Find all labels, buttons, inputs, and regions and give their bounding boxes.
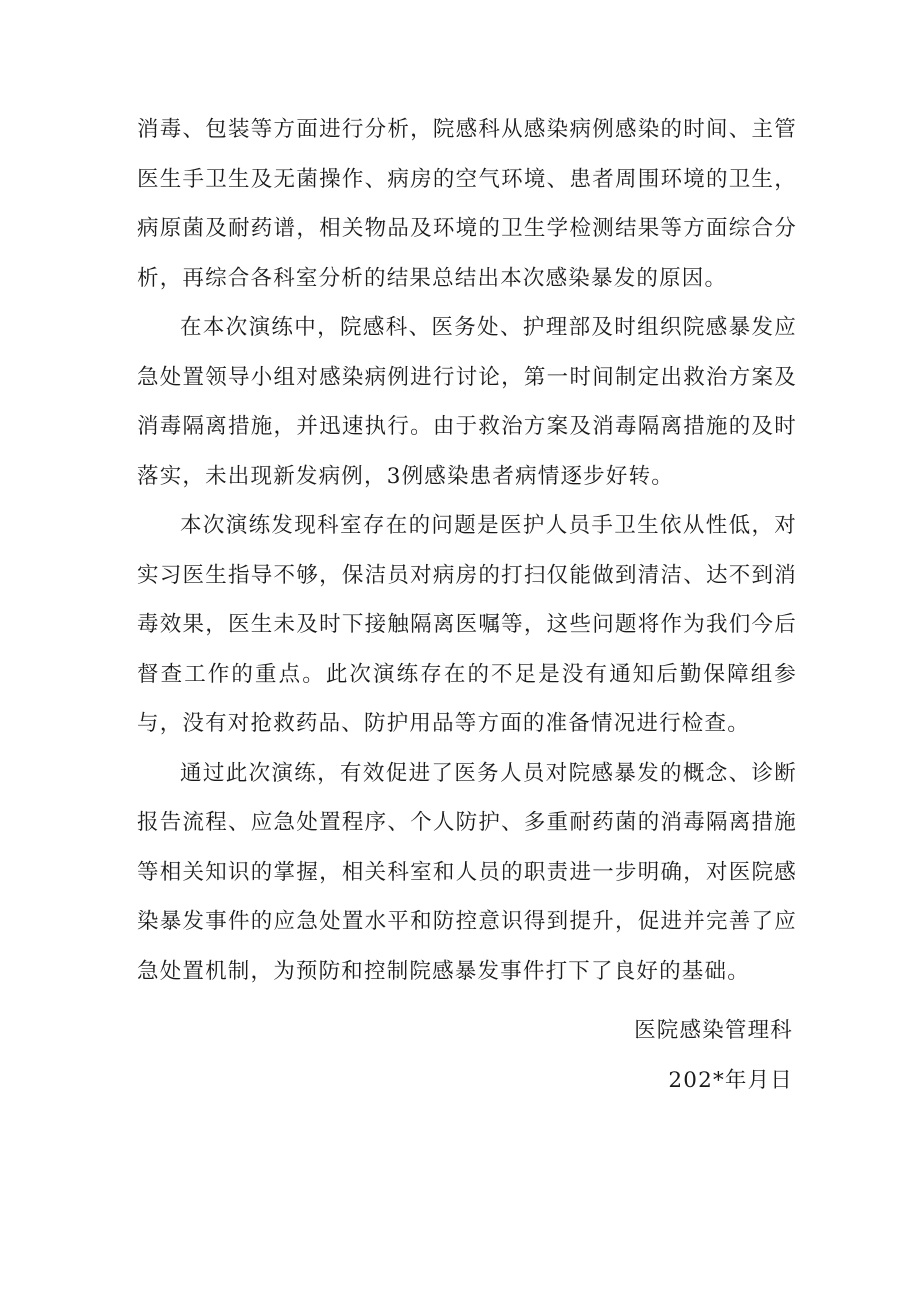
paragraph-2: 在本次演练中，院感科、医务处、护理部及时组织院感暴发应急处置领导小组对感染病例进行讨论，第一时间制定出救治方案及消毒隔离措施，并迅速执行。由于救治方案及消毒隔离措施的及时落实，未出现新发病例，3例感染患者病情逐步好转。 [137,315,797,489]
signature-department: 医院感染管理科 [634,1018,793,1043]
paragraph-1: 消毒、包装等方面进行分析，院感科从感染病例感染的时间、主管医生手卫生及无菌操作、病房的空气环境、患者周围环境的卫生，病原菌及耐药谱，相关物品及环境的卫生学检测结果等方面综合分析，再综合各科室分析的结果总结出本次感染暴发的原因。 [137,117,797,291]
document-body [137,105,797,1105]
signature-date: 202*年月日 [668,1067,793,1093]
paragraph-4: 通过此次演练，有效促进了医务人员对院感暴发的概念、诊断报告流程、应急处置程序、个人防护、多重耐药菌的消毒隔离措施等相关知识的掌握，相关科室和人员的职责进一步明确，对医院感染暴发事件的应急处置水平和防控意识得到提升，促进并完善了应急处置机制，为预防和控制院感暴发事件打下了良好的基础。 [137,760,797,984]
paragraph-3: 本次演练发现科室存在的问题是医护人员手卫生依从性低，对实习医生指导不够，保洁员对病房的打扫仅能做到清洁、达不到消毒效果，医生未及时下接触隔离医嘱等，这些问题将作为我们今后督查工作的重点。此次演练存在的不足是没有通知后勤保障组参与，没有对抢救药品、防护用品等方面的准备情况进行检查。 [137,513,797,736]
